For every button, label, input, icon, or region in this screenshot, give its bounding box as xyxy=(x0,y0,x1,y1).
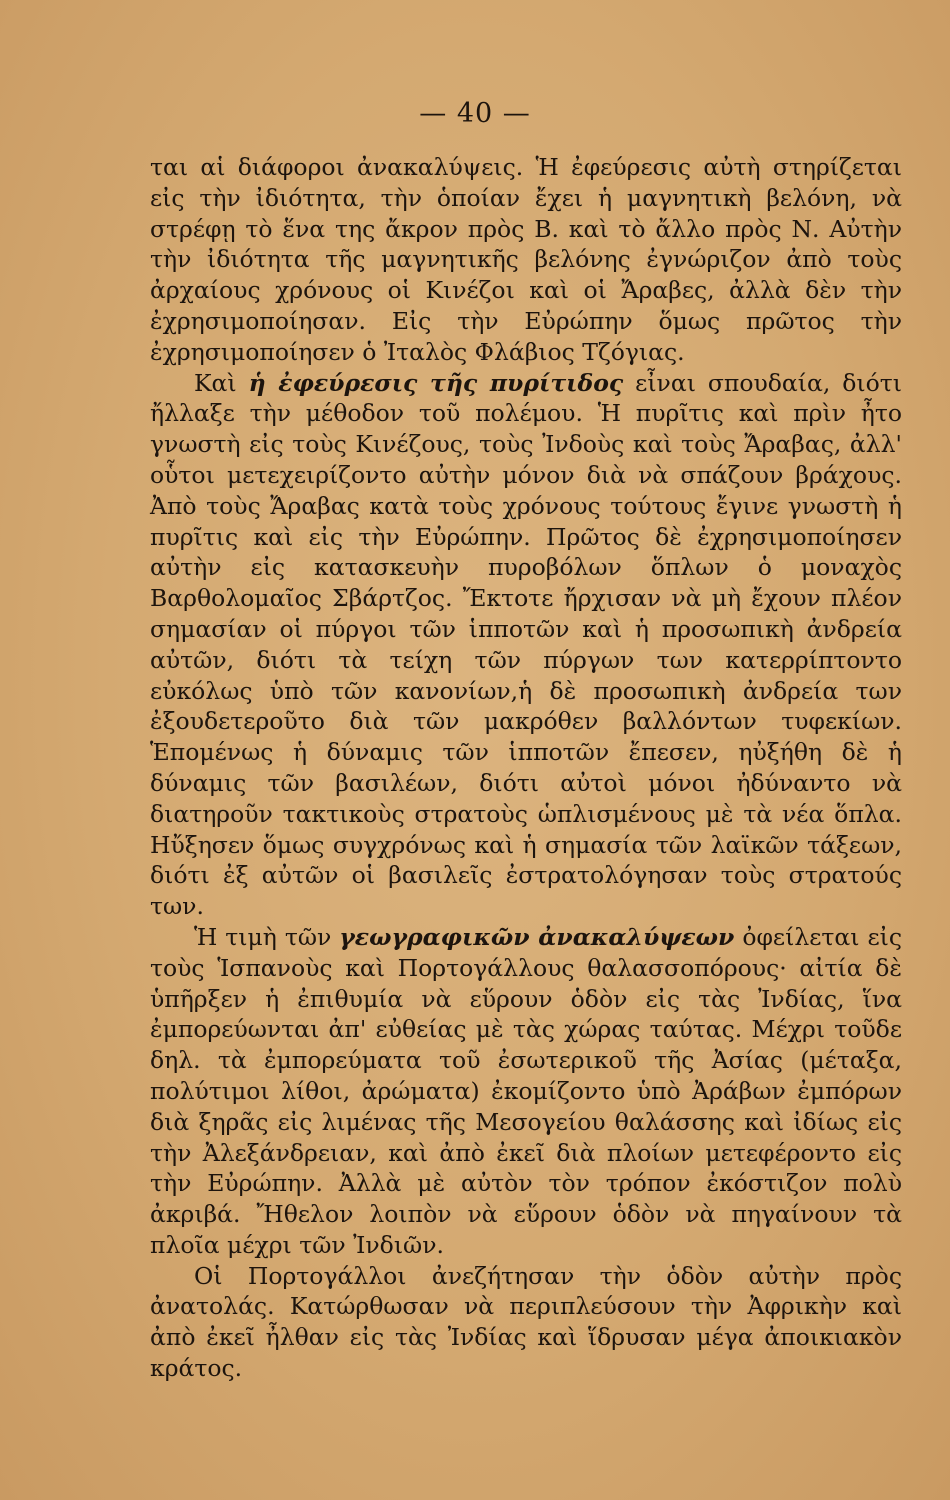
paragraph-text: Καὶ xyxy=(194,368,249,397)
paragraph-geographic-discoveries xyxy=(150,922,902,1261)
paragraph-text: εἶναι σπουδαία, διότι ἤλλαξε τὴν μέθοδον τοῦ πολέμου. Ἡ πυρῖτις καὶ πρὶν ἦτο γνωστὴ εἰς τοὺς Κινέζους, τοὺς Ἰνδοὺς καὶ τοὺς Ἄραβας, ἀλλ' οὗτοι μετεχειρίζοντο αὐτὴν μόνον διὰ νὰ σπάζουν βράχους. Ἀπὸ τοὺς Ἄραβας κατὰ τοὺς χρόνους τούτους ἔγινε γνωστὴ ἡ πυρῖτις καὶ εἰς τὴν Εὐρώπην. Πρῶτος δὲ ἐχρησιμοποίησεν αὐτὴν εἰς κατασκευὴν πυροβόλων ὅπλων ὁ μοναχὸς Βαρθολομαῖος Σβάρτζος. Ἔκτοτε ἤρχισαν νὰ μὴ ἔχουν πλέον σημασίαν οἱ πύργοι τῶν ἱπποτῶν καὶ ἡ προσωπικὴ ἀνδρεία αὐτῶν, διότι τὰ τείχη τῶν πύργων των κατερρίπτοντο εὐκόλως ὑπὸ τῶν κανονίων,ἡ δὲ προσωπικὴ ἀνδρεία των ἐξουδετεροῦτο διὰ τῶν μακρόθεν βαλλόντων τυφεκίων. Ἑπομένως ἡ δύναμις τῶν ἱπποτῶν ἔπεσεν, ηὐξήθη δὲ ἡ δύναμις τῶν βασιλέων, διότι αὐτοὶ μόνοι ἠδύναντο νὰ διατηροῦν τακτικοὺς στρατοὺς ὡπλισμένους μὲ τὰ νέα ὅπλα. Ηὔξησεν ὅμως συγχρόνως καὶ ἡ σημασία τῶν λαϊκῶν τάξεων, διότι ἐξ αὐτῶν οἱ βασιλεῖς ἐστρατολόγησαν τοὺς στρατούς των. xyxy=(150,368,902,921)
paragraph-gunpowder xyxy=(150,368,902,922)
page-number: — 40 — xyxy=(419,98,531,129)
emphasized-term: ἡ ἐφεύρεσις τῆς πυρίτιδος xyxy=(248,368,624,397)
paragraph-compass xyxy=(150,152,902,368)
paragraph-portuguese xyxy=(150,1261,902,1384)
paragraph-text: ὀφείλεται εἰς τοὺς Ἱσπανοὺς καὶ Πορτογάλλους θαλασσοπόρους· αἰτία δὲ ὑπῆρξεν ἡ ἐπιθυμία νὰ εὕρουν ὁδὸν εἰς τὰς Ἰνδίας, ἵνα ἐμπορεύωνται ἀπ' εὐθείας μὲ τὰς χώρας ταύτας. Μέχρι τοῦδε δηλ. τὰ ἐμπορεύματα τοῦ ἐσωτερικοῦ τῆς Ἀσίας (μέταξα, πολύτιμοι λίθοι, ἀρώματα) ἐκομίζοντο ὑπὸ Ἀράβων ἐμπόρων διὰ ξηρᾶς εἰς λιμένας τῆς Μεσογείου θαλάσσης καὶ ἰδίως εἰς τὴν Ἀλεξάνδρειαν, καὶ ἀπὸ ἐκεῖ διὰ πλοίων μετεφέροντο εἰς τὴν Εὐρώπην. Ἀλλὰ μὲ αὐτὸν τὸν τρόπον ἐκόστιζον πολὺ ἀκριβά. Ἤθελον λοιπὸν νὰ εὕρουν ὁδὸν νὰ πηγαίνουν τὰ πλοῖα μέχρι τῶν Ἰνδιῶν. xyxy=(150,922,902,1259)
emphasized-term: γεωγραφικῶν ἀνακαλύψεων xyxy=(339,922,735,951)
paragraph-text: ται αἱ διάφοροι ἀνακαλύψεις. Ἡ ἐφεύρεσις αὐτὴ στηρίζεται εἰς τὴν ἰδιότητα, τὴν ὁποίαν ἔχει ἡ μαγνητικὴ βελόνη, νὰ στρέφῃ τὸ ἕνα της ἄκρον πρὸς Β. καὶ τὸ ἄλλο πρὸς Ν. Αὐτὴν τὴν ἰδιότητα τῆς μαγνητικῆς βελόνης ἐγνώριζον ἀπὸ τοὺς ἀρχαίους χρόνους οἱ Κινέζοι καὶ οἱ Ἄραβες, ἀλλὰ δὲν τὴν ἐχρησιμοποίησαν. Εἰς τὴν Εὐρώπην ὅμως πρῶτος τὴν ἐχρησιμοποίησεν ὁ Ἰταλὸς Φλάβιος Τζόγιας. xyxy=(150,153,902,366)
page-body xyxy=(150,152,902,1384)
paragraph-text: Ἡ τιμὴ τῶν xyxy=(194,922,340,951)
paragraph-text: Οἱ Πορτογάλλοι ἀνεζήτησαν τὴν ὁδὸν αὐτὴν πρὸς ἀνατολάς. Κατώρθωσαν νὰ περιπλεύσουν τὴν Ἀφρικὴν καὶ ἀπὸ ἐκεῖ ἦλθαν εἰς τὰς Ἰνδίας καὶ ἵδρυσαν μέγα ἀποικιακὸν κράτος. xyxy=(150,1261,902,1383)
